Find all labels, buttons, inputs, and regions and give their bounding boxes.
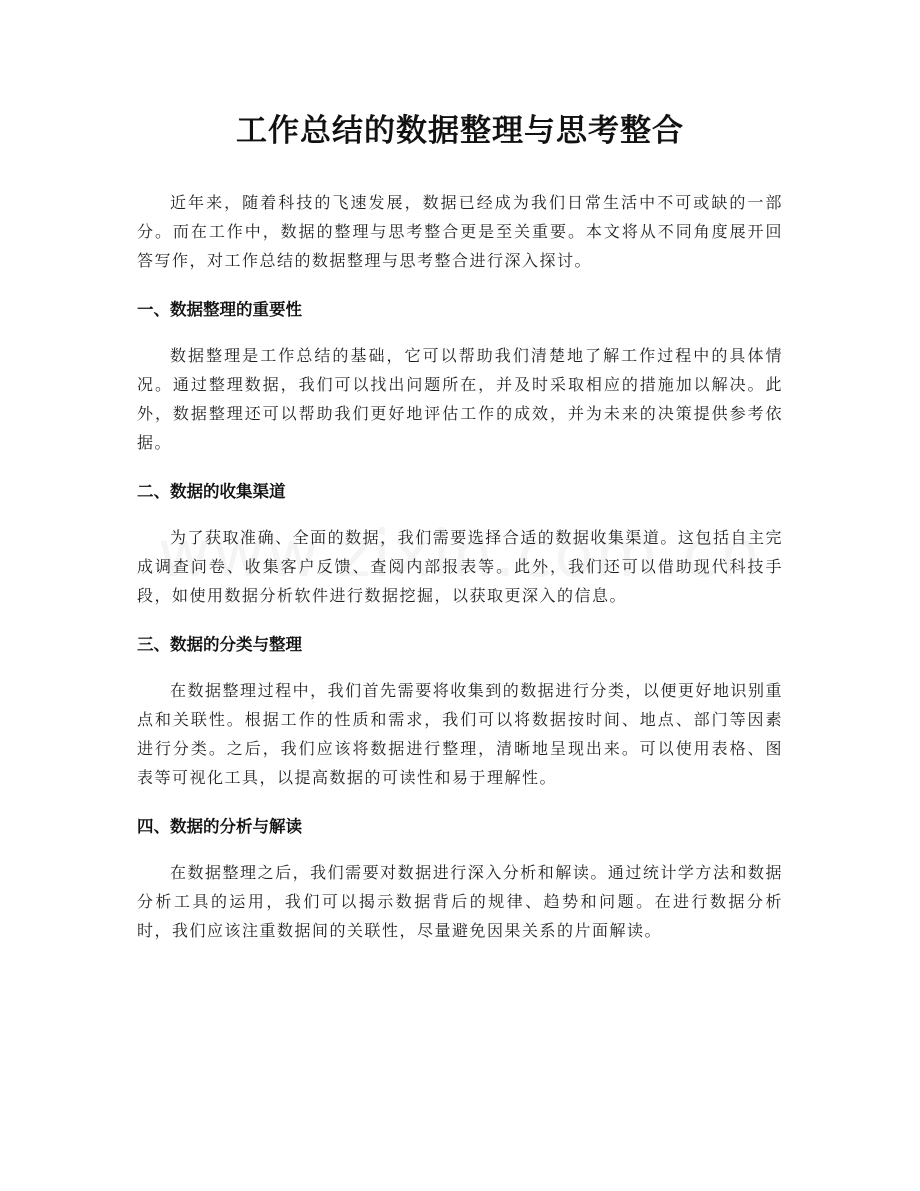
- section-body-collection: 为了获取准确、全面的数据，我们需要选择合适的数据收集渠道。这包括自主完成调查问卷、收集客户反馈、查阅内部报表等。此外，我们还可以借助现代科技手段，如使用数据分析软件进行数据挖掘，以获取更深入的信息。: [137, 528, 783, 605]
- section-heading-analysis: 四、数据的分析与解读: [137, 817, 302, 836]
- section-body-classification: 在数据整理过程中，我们首先需要将收集到的数据进行分类，以便更好地识别重点和关联性。根据工作的性质和需求，我们可以将数据按时间、地点、部门等因素进行分类。之后，我们应该将数据进行整理，清晰地呈现出来。可以使用表格、图表等可视化工具，以提高数据的可读性和易于理解性。: [137, 681, 783, 787]
- spacer: [137, 275, 783, 296]
- spacer: [137, 659, 783, 676]
- spacer: [137, 324, 783, 341]
- section-heading-importance: 一、数据整理的重要性: [137, 300, 302, 319]
- document-title: 工作总结的数据整理与思考整合: [236, 113, 684, 149]
- section-heading-collection: 二、数据的收集渠道: [137, 482, 286, 501]
- spacer: [137, 157, 783, 188]
- spacer: [137, 610, 783, 631]
- intro-paragraph: 近年来，随着科技的飞速发展，数据已经成为我们日常生活中不可或缺的一部分。而在工作中，数据的整理与思考整合更是至关重要。本文将从不同角度展开回答写作，对工作总结的数据整理与思考整合进行深入探讨。: [137, 193, 783, 270]
- spacer: [137, 457, 783, 478]
- spacer: [137, 792, 783, 813]
- spacer: [137, 841, 783, 858]
- spacer: [137, 506, 783, 523]
- section-body-importance: 数据整理是工作总结的基础，它可以帮助我们清楚地了解工作过程中的具体情况。通过整理数据，我们可以找出问题所在，并及时采取相应的措施加以解决。此外，数据整理还可以帮助我们更好地评估工作的成效，并为未来的决策提供参考依据。: [137, 346, 783, 452]
- section-body-analysis: 在数据整理之后，我们需要对数据进行深入分析和解读。通过统计学方法和数据分析工具的运用，我们可以揭示数据背后的规律、趋势和问题。在进行数据分析时，我们应该注重数据间的关联性，尽量避免因果关系的片面解读。: [137, 863, 783, 940]
- section-heading-classification: 三、数据的分类与整理: [137, 635, 302, 654]
